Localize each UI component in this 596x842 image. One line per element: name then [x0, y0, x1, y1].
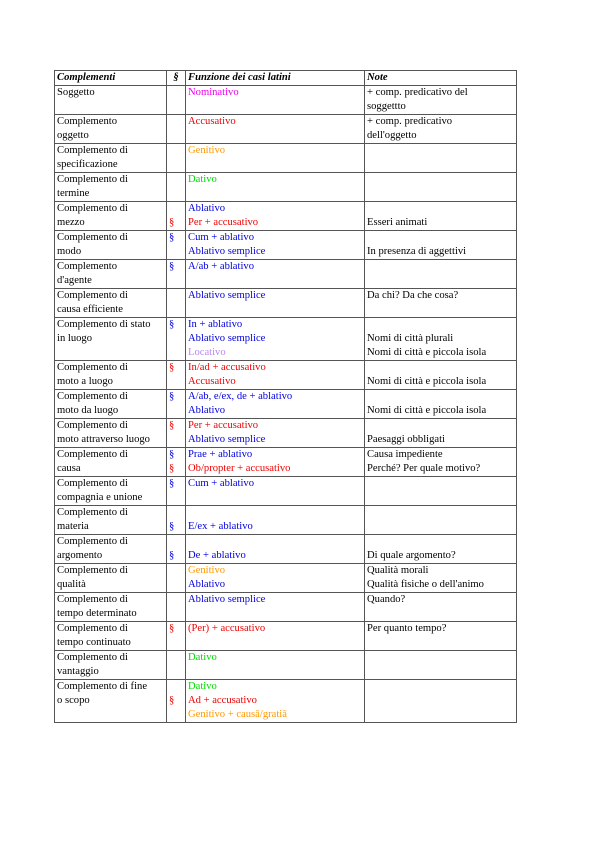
note-cell — [365, 477, 517, 506]
table-row — [55, 477, 517, 506]
function-cell — [186, 318, 365, 361]
complement-cell-line: Complemento di — [57, 232, 128, 243]
note-cell-line: Nomi di città e piccola isola — [367, 376, 487, 387]
table-row — [55, 680, 517, 723]
note-cell — [365, 593, 517, 622]
function-cell — [186, 86, 365, 115]
case-line: E/ex + ablativo — [188, 521, 253, 532]
table-row — [55, 289, 517, 318]
section-mark-cell-line: § — [169, 695, 175, 706]
complement-cell-line: argomento — [57, 550, 103, 561]
table-row — [55, 535, 517, 564]
section-mark-cell — [167, 144, 186, 173]
section-mark-cell-line: § — [169, 319, 175, 330]
section-mark-cell-line: § — [169, 449, 175, 460]
complement-cell — [55, 361, 167, 390]
section-mark-cell — [167, 231, 186, 260]
latin-cases-table — [54, 70, 517, 723]
table-row — [55, 231, 517, 260]
table-row — [55, 622, 517, 651]
section-mark-cell-line: § — [169, 362, 175, 373]
section-mark-cell-line: § — [169, 478, 175, 489]
function-cell — [186, 231, 365, 260]
case-line: A/ab, e/ex, de + ablativo — [188, 391, 293, 402]
table-row — [55, 390, 517, 419]
note-cell-line: Nomi di città plurali — [367, 333, 454, 344]
case-line: Ablativo semplice — [188, 594, 266, 605]
case-line: Dativo — [188, 174, 217, 185]
case-line: Locativo — [188, 347, 226, 358]
section-mark-cell — [167, 448, 186, 477]
complement-cell-line: mezzo — [57, 217, 85, 228]
table-row — [55, 144, 517, 173]
section-mark-cell — [167, 361, 186, 390]
complement-cell-line: Complemento di — [57, 594, 128, 605]
complement-cell-line: Complemento di — [57, 174, 128, 185]
complement-cell — [55, 144, 167, 173]
complement-cell — [55, 477, 167, 506]
complement-cell-line: Complemento di — [57, 478, 128, 489]
section-mark-cell-line — [169, 535, 183, 549]
note-cell — [365, 535, 517, 564]
complement-cell — [55, 289, 167, 318]
header-complementi: Complementi — [55, 71, 167, 86]
section-mark-cell — [167, 86, 186, 115]
section-mark-cell — [167, 680, 186, 723]
note-cell — [365, 680, 517, 723]
section-mark-cell-line: § — [169, 217, 175, 228]
note-cell — [365, 651, 517, 680]
section-mark-cell-line: § — [169, 550, 175, 561]
complement-cell-line: Complemento di — [57, 623, 128, 634]
complement-cell-line: moto attraverso luogo — [57, 434, 150, 445]
section-mark-cell — [167, 390, 186, 419]
function-cell — [186, 448, 365, 477]
complement-cell-line: Complemento — [57, 116, 118, 127]
complement-cell — [55, 260, 167, 289]
function-cell — [186, 564, 365, 593]
complement-cell — [55, 506, 167, 535]
note-cell-line — [367, 419, 514, 433]
complement-cell-line: moto a luogo — [57, 376, 113, 387]
complement-cell-line: tempo determinato — [57, 608, 137, 619]
case-line: In/ad + accusativo — [188, 362, 266, 373]
table-row — [55, 318, 517, 361]
complement-cell-line: causa efficiente — [57, 304, 123, 315]
note-cell — [365, 448, 517, 477]
function-cell — [186, 651, 365, 680]
complement-cell — [55, 419, 167, 448]
section-mark-cell-line — [169, 506, 183, 520]
complement-cell-line: qualità — [57, 579, 86, 590]
complement-cell-line: moto da luogo — [57, 405, 119, 416]
table-row — [55, 260, 517, 289]
function-cell — [186, 260, 365, 289]
complement-cell-line: Complemento — [57, 261, 118, 272]
complement-cell — [55, 593, 167, 622]
section-mark-cell-line: § — [169, 391, 175, 402]
case-line: Cum + ablativo — [188, 232, 254, 243]
complement-cell — [55, 535, 167, 564]
note-cell-line: Per quanto tempo? — [367, 623, 447, 634]
section-mark-cell-line: § — [169, 521, 175, 532]
section-mark-cell-line: § — [169, 232, 175, 243]
case-line: Nominativo — [188, 87, 239, 98]
function-cell — [186, 593, 365, 622]
case-line: De + ablativo — [188, 550, 246, 561]
table-row — [55, 202, 517, 231]
complement-cell-line: compagnia e unione — [57, 492, 143, 503]
note-cell — [365, 390, 517, 419]
note-cell — [365, 318, 517, 361]
function-cell — [186, 680, 365, 723]
function-cell — [186, 173, 365, 202]
section-mark-cell-line — [169, 202, 183, 216]
section-mark-cell — [167, 535, 186, 564]
section-mark-cell — [167, 622, 186, 651]
case-line: (Per) + accusativo — [188, 623, 266, 634]
complement-cell — [55, 564, 167, 593]
complement-cell — [55, 173, 167, 202]
note-cell-line: + comp. predicativo — [367, 116, 453, 127]
complement-cell-line: Complemento di — [57, 507, 128, 518]
complement-cell — [55, 651, 167, 680]
complement-cell-line: specificazione — [57, 159, 118, 170]
function-cell — [186, 622, 365, 651]
note-cell-line: Perché? Per quale motivo? — [367, 463, 481, 474]
function-cell — [186, 144, 365, 173]
note-cell-line: Qualità fisiche o dell'animo — [367, 579, 484, 590]
note-cell — [365, 622, 517, 651]
complement-cell — [55, 318, 167, 361]
note-cell — [365, 115, 517, 144]
section-mark-cell-line: § — [169, 463, 175, 474]
function-cell — [186, 535, 365, 564]
section-mark-cell — [167, 419, 186, 448]
section-mark-cell-line: § — [169, 420, 175, 431]
note-cell — [365, 419, 517, 448]
section-mark-cell — [167, 115, 186, 144]
note-cell — [365, 231, 517, 260]
section-mark-cell — [167, 289, 186, 318]
complement-cell-line: materia — [57, 521, 89, 532]
case-line: Ablativo semplice — [188, 434, 266, 445]
case-line: Accusativo — [188, 116, 236, 127]
table-row — [55, 86, 517, 115]
note-cell — [365, 506, 517, 535]
table-row — [55, 593, 517, 622]
complement-cell — [55, 231, 167, 260]
note-cell — [365, 564, 517, 593]
note-cell-line — [367, 361, 514, 375]
function-cell — [186, 477, 365, 506]
header-section: § — [167, 71, 186, 86]
complement-cell-line: in luogo — [57, 333, 93, 344]
note-cell-line — [367, 231, 514, 245]
complement-cell-line: Complemento di — [57, 652, 128, 663]
complement-cell-line: o scopo — [57, 695, 90, 706]
note-cell-line — [367, 390, 514, 404]
complement-cell-line: Complemento di — [57, 203, 128, 214]
complement-cell-line: Complemento di — [57, 145, 128, 156]
complement-cell — [55, 86, 167, 115]
note-cell-line: dell'oggetto — [367, 130, 417, 141]
case-line: Accusativo — [188, 376, 236, 387]
case-line: Genitivo — [188, 565, 226, 576]
note-cell — [365, 86, 517, 115]
section-mark-cell — [167, 651, 186, 680]
section-mark-cell — [167, 260, 186, 289]
case-line: Prae + ablativo — [188, 449, 253, 460]
note-cell-line — [367, 535, 514, 549]
note-cell — [365, 260, 517, 289]
complement-cell — [55, 448, 167, 477]
complement-cell-line: Complemento di — [57, 391, 128, 402]
case-line: Dativo — [188, 652, 217, 663]
section-mark-cell — [167, 506, 186, 535]
section-mark-cell — [167, 593, 186, 622]
complement-cell-line: Complemento di stato — [57, 319, 151, 330]
note-cell — [365, 173, 517, 202]
case-line: Per + accusativo — [188, 420, 259, 431]
header-funzione: Funzione dei casi latini — [186, 71, 365, 86]
table-row — [55, 361, 517, 390]
complement-cell-line: oggetto — [57, 130, 89, 141]
complement-cell-line: causa — [57, 463, 81, 474]
complement-cell — [55, 115, 167, 144]
header-row — [55, 71, 517, 86]
case-line: Ad + accusativo — [188, 695, 257, 706]
case-line: Per + accusativo — [188, 217, 259, 228]
section-mark-cell — [167, 173, 186, 202]
note-cell — [365, 361, 517, 390]
case-line: Genitivo — [188, 145, 226, 156]
table-row — [55, 506, 517, 535]
table-row — [55, 448, 517, 477]
note-cell-line: Esseri animati — [367, 217, 428, 228]
function-cell — [186, 390, 365, 419]
note-cell — [365, 202, 517, 231]
complement-cell — [55, 680, 167, 723]
complement-cell-line: Complemento di — [57, 290, 128, 301]
complement-cell — [55, 390, 167, 419]
complement-cell-line: Complemento di fine — [57, 681, 148, 692]
table-row — [55, 419, 517, 448]
complement-cell-line: Complemento di — [57, 565, 128, 576]
section-mark-cell-line: § — [169, 623, 175, 634]
note-cell-line: Causa impediente — [367, 449, 443, 460]
complement-cell-line: Complemento di — [57, 536, 128, 547]
note-cell-line: + comp. predicativo del — [367, 87, 468, 98]
note-cell-line: Qualità morali — [367, 565, 429, 576]
complement-cell-line: Complemento di — [57, 420, 128, 431]
header-note: Note — [365, 71, 517, 86]
section-mark-cell-line — [169, 680, 183, 694]
case-line: Cum + ablativo — [188, 478, 254, 489]
case-line: Ablativo — [188, 203, 226, 214]
case-line: Ablativo semplice — [188, 333, 266, 344]
note-cell-line: Nomi di città e piccola isola — [367, 405, 487, 416]
note-cell-line: soggettto — [367, 101, 406, 112]
table-body — [55, 86, 517, 723]
case-line: Ablativo — [188, 579, 226, 590]
note-cell — [365, 289, 517, 318]
table-row — [55, 115, 517, 144]
function-cell — [186, 506, 365, 535]
section-mark-cell-line: § — [169, 261, 175, 272]
note-cell-line: Paesaggi obbligati — [367, 434, 445, 445]
case-line: Ablativo semplice — [188, 290, 266, 301]
complement-cell-line: d'agente — [57, 275, 92, 286]
complement-cell-line: modo — [57, 246, 82, 257]
complement-cell — [55, 622, 167, 651]
function-cell — [186, 202, 365, 231]
case-line: Genitivo + causā/gratiā — [188, 709, 287, 720]
section-mark-cell — [167, 318, 186, 361]
section-mark-cell — [167, 202, 186, 231]
note-cell-line — [367, 202, 514, 216]
function-cell — [186, 361, 365, 390]
table-row — [55, 173, 517, 202]
section-mark-cell — [167, 564, 186, 593]
complement-cell-line: termine — [57, 188, 90, 199]
case-line: In + ablativo — [188, 319, 243, 330]
case-line: Ablativo semplice — [188, 246, 266, 257]
complement-cell-line: Soggetto — [57, 87, 95, 98]
note-cell-line: Di quale argomento? — [367, 550, 456, 561]
note-cell-line: Quando? — [367, 594, 406, 605]
function-cell — [186, 115, 365, 144]
complement-cell-line: vantaggio — [57, 666, 99, 677]
complement-cell-line: Complemento di — [57, 362, 128, 373]
case-line: Dativo — [188, 681, 217, 692]
section-mark-cell — [167, 477, 186, 506]
function-cell — [186, 289, 365, 318]
case-line: Ob/propter + accusativo — [188, 463, 291, 474]
case-line: A/ab + ablativo — [188, 261, 254, 272]
function-cell — [186, 419, 365, 448]
complement-cell-line: tempo continuato — [57, 637, 131, 648]
table-row — [55, 564, 517, 593]
note-cell-line: In presenza di aggettivi — [367, 246, 467, 257]
complement-cell — [55, 202, 167, 231]
table-row — [55, 651, 517, 680]
note-cell-line: Da chi? Da che cosa? — [367, 290, 459, 301]
note-cell-line — [367, 318, 514, 332]
note-cell — [365, 144, 517, 173]
note-cell-line: Nomi di città e piccola isola — [367, 347, 487, 358]
case-line: Ablativo — [188, 405, 226, 416]
complement-cell-line: Complemento di — [57, 449, 128, 460]
